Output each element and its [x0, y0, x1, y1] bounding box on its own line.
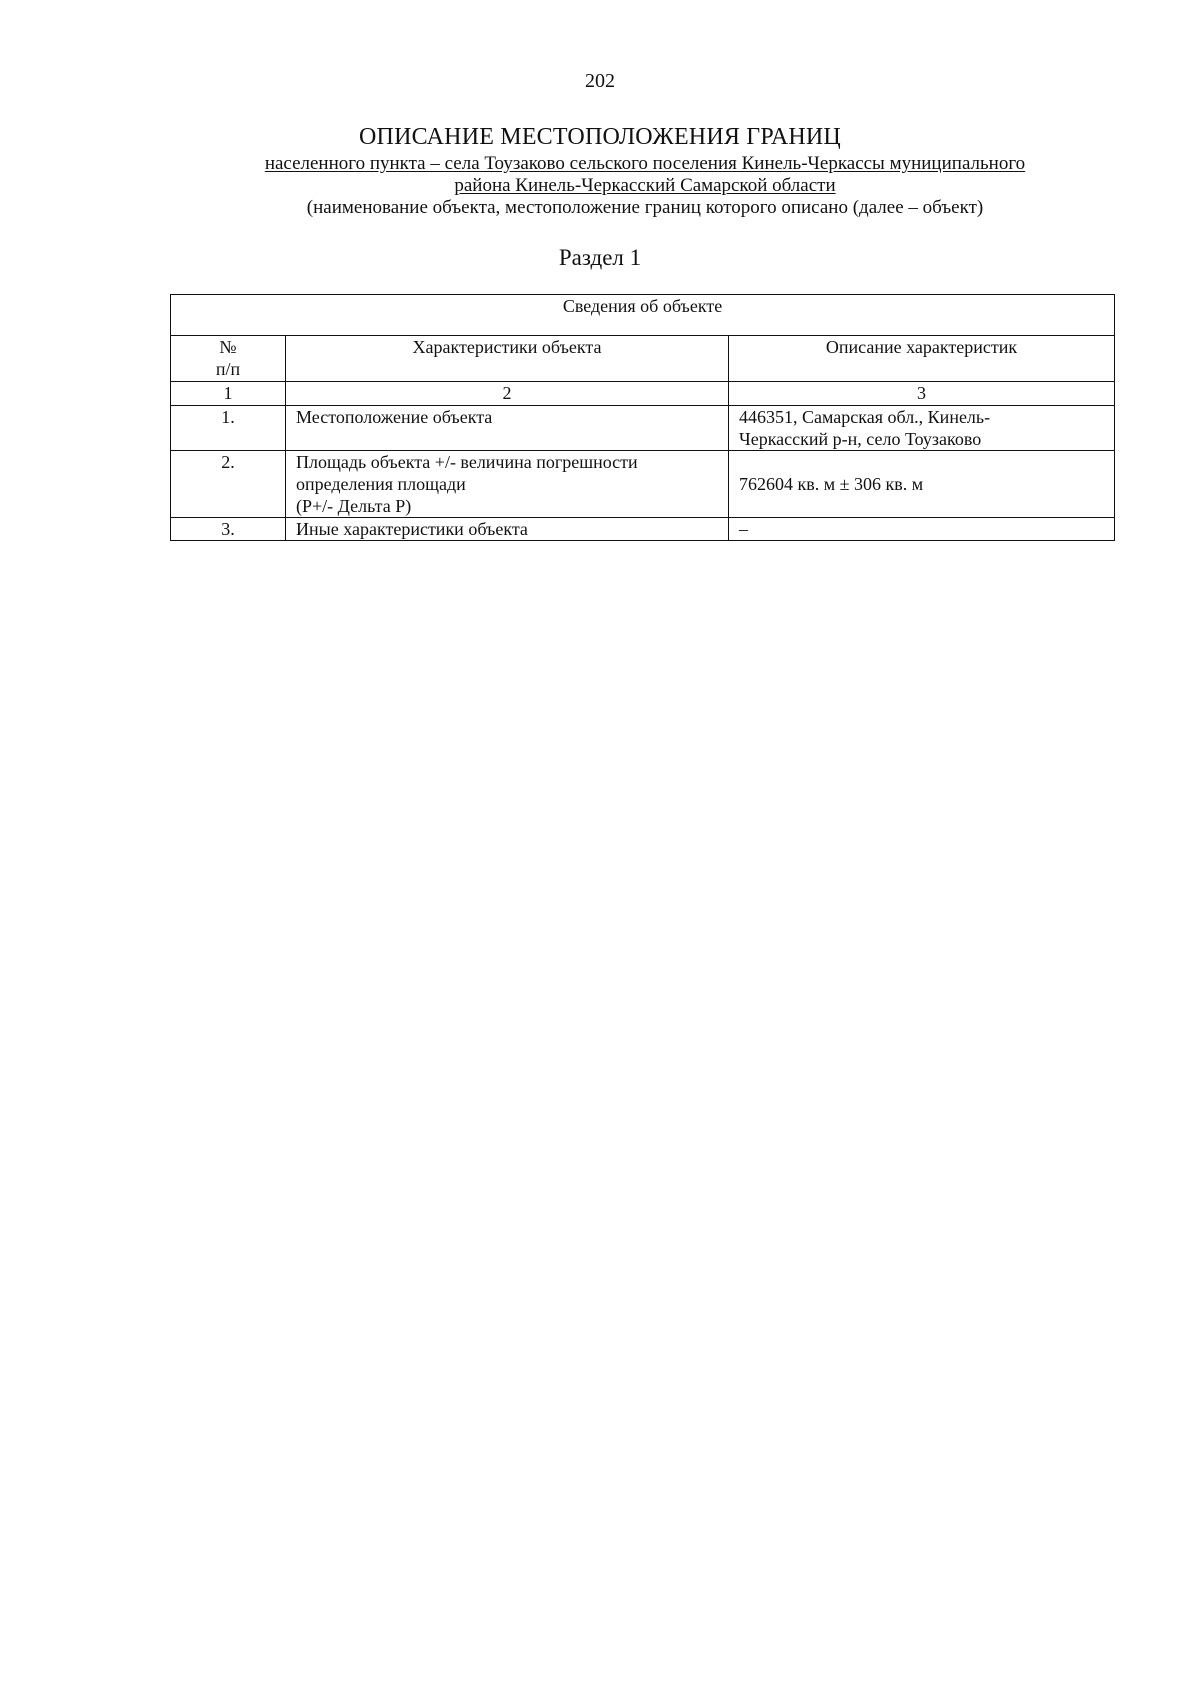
row-characteristic: [286, 406, 729, 451]
table-heading: Сведения об объекте: [171, 295, 1115, 336]
header-num-line1: №: [219, 337, 237, 357]
row-characteristic-line: Площадь объекта +/- величина погрешности: [296, 452, 638, 472]
row-characteristic-line: (Р+/- Дельта Р): [296, 496, 412, 516]
row-description: [729, 406, 1115, 451]
subtitle-caption: (наименование объекта, местоположение границ которого описано (далее – объект): [306, 197, 984, 218]
table-heading-row: [171, 295, 1115, 336]
table-row: [171, 406, 1115, 451]
header-num: [171, 336, 286, 382]
row-description-line: –: [739, 519, 748, 539]
row-description: [729, 518, 1115, 541]
row-description-line: 446351, Самарская обл., Кинель-: [739, 407, 991, 427]
header-num-line2: п/п: [215, 359, 241, 379]
row-description-line: 762604 кв. м ± 306 кв. м: [739, 474, 924, 494]
column-number: 3: [729, 382, 1115, 406]
document-subtitle: [200, 153, 1090, 219]
header-characteristics: Характеристики объекта: [286, 336, 729, 382]
page-number: 202: [585, 70, 615, 92]
row-characteristic: [286, 451, 729, 518]
column-number-row: [171, 382, 1115, 406]
subtitle-line-1: населенного пункта – села Тоузаково сельского поселения Кинель-Черкассы муниципального: [264, 153, 1026, 174]
subtitle-line-2: района Кинель-Черкасский Самарской области: [454, 175, 836, 196]
row-characteristic-line: Иные характеристики объекта: [296, 519, 528, 539]
document-title: ОПИСАНИЕ МЕСТОПОЛОЖЕНИЯ ГРАНИЦ: [359, 124, 841, 150]
table-row: [171, 518, 1115, 541]
row-description: [729, 451, 1115, 518]
row-characteristic-line: определения площади: [296, 474, 466, 494]
row-description-line: Черкасский р-н, село Тоузаково: [739, 429, 982, 449]
table-row: [171, 451, 1115, 518]
section-heading: Раздел 1: [558, 245, 642, 270]
column-number: 2: [286, 382, 729, 406]
header-description: Описание характеристик: [729, 336, 1115, 382]
row-number: 1.: [171, 406, 286, 451]
row-characteristic: [286, 518, 729, 541]
column-number: 1: [171, 382, 286, 406]
row-number: 2.: [171, 451, 286, 518]
row-characteristic-line: Местоположение объекта: [296, 407, 493, 427]
object-info-table: [170, 294, 1115, 541]
column-header-row: [171, 336, 1115, 382]
row-number: 3.: [171, 518, 286, 541]
